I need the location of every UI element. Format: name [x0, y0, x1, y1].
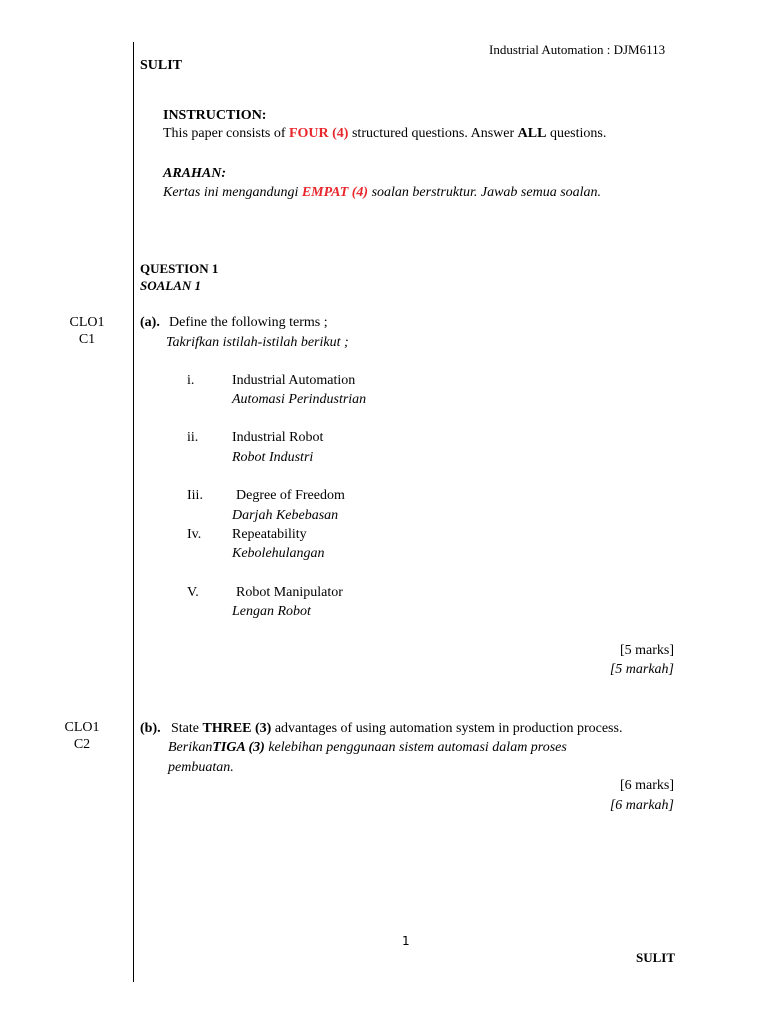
list-item-number: Iii. [187, 488, 203, 503]
c-level-a: C1 [78, 332, 96, 347]
instruction-heading: INSTRUCTION: [163, 108, 267, 123]
clo-label-b: CLO1 [64, 720, 100, 735]
c-level-b: C2 [73, 737, 91, 752]
list-item-term: Industrial Robot [232, 430, 324, 445]
arahan-heading: ARAHAN: [163, 166, 227, 181]
part-a-text-ms: Takrifkan istilah-istilah berikut ; [166, 335, 349, 350]
classification-bottom: SULIT [635, 950, 675, 965]
part-b-text-ms: BerikanTIGA (3) kelebihan penggunaan sistem automasi dalam proses [168, 740, 567, 755]
part-b-text-ms-line2: pembuatan. [168, 760, 234, 775]
list-item-term: Repeatability [232, 527, 307, 542]
part-a-label: (a). [140, 315, 160, 330]
part-b-marks-ms: [6 markah] [609, 798, 674, 813]
margin-rule [133, 42, 134, 982]
part-a-text: Define the following terms ; [169, 315, 328, 330]
part-b-label: (b). [140, 721, 161, 736]
part-a-marks: [5 marks] [619, 643, 674, 658]
list-item-term: Robot Manipulator [236, 585, 343, 600]
question-title: QUESTION 1 [140, 261, 219, 276]
list-item-term-ms: Darjah Kebebasan [232, 508, 339, 523]
course-header: Industrial Automation : DJM6113 [489, 42, 666, 57]
list-item-term: Degree of Freedom [236, 488, 345, 503]
part-b-text: State THREE (3) advantages of using automation system in production process. [171, 721, 623, 736]
classification-top: SULIT [140, 58, 183, 73]
list-item-number: Iv. [187, 527, 202, 542]
clo-label-a: CLO1 [69, 315, 105, 330]
list-item-term-ms: Kebolehulangan [232, 546, 325, 561]
instruction-text: This paper consists of FOUR (4) structured questions. Answer ALL questions. [163, 126, 607, 141]
question-title-ms: SOALAN 1 [140, 278, 202, 293]
list-item-term-ms: Lengan Robot [232, 604, 311, 619]
list-item-number: V. [187, 585, 199, 600]
list-item-number: ii. [187, 430, 199, 445]
page-number: 1 [402, 934, 410, 948]
list-item-term: Industrial Automation [232, 373, 356, 388]
list-item-number: i. [187, 373, 195, 388]
part-b-marks: [6 marks] [619, 778, 674, 793]
list-item-term-ms: Robot Industri [232, 450, 314, 465]
part-a-marks-ms: [5 markah] [609, 662, 674, 677]
list-item-term-ms: Automasi Perindustrian [232, 392, 367, 407]
arahan-text: Kertas ini mengandungi EMPAT (4) soalan berstruktur. Jawab semua soalan. [163, 185, 602, 200]
